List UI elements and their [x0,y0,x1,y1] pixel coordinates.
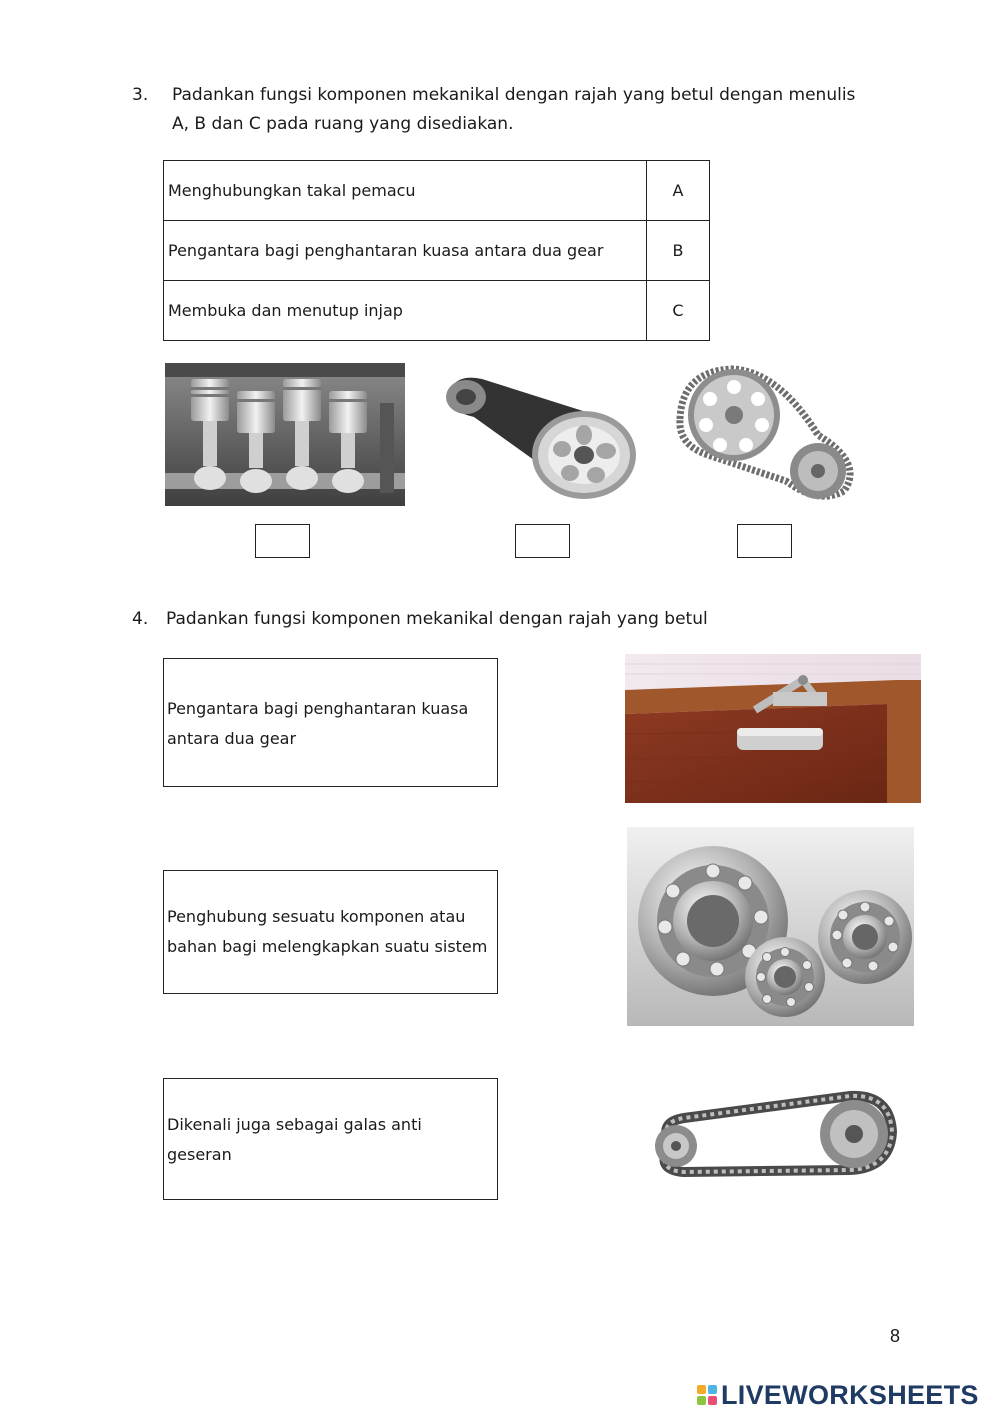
function-letter: B [647,221,710,281]
door-closer-image[interactable] [625,654,921,803]
table-row [164,161,710,221]
function-letter: C [647,281,710,341]
match-box-1-line1: Pengantara bagi penghantaran kuasa [167,699,469,718]
match-box-2[interactable] [163,870,498,994]
match-box-3[interactable] [163,1078,498,1200]
function-text: Menghubungkan takal pemacu [164,161,647,221]
answer-box-crankshaft[interactable] [255,524,310,558]
chain-sprocket-image [668,363,865,505]
belt-pulley-image [434,365,642,505]
table-row [164,221,710,281]
function-text: Membuka dan menutup injap [164,281,647,341]
liveworksheets-logo-text: LIVEWORKSHEETS [721,1379,979,1410]
answer-box-belt[interactable] [515,524,570,558]
function-text: Pengantara bagi penghantaran kuasa antara dua gear [164,221,647,281]
match-box-3-line2: geseran [167,1145,232,1164]
ball-bearing-image[interactable] [627,827,914,1026]
roller-chain-image[interactable] [640,1086,902,1182]
function-table [163,160,710,341]
question-3-instruction-line1: Padankan fungsi komponen mekanikal dengan rajah yang betul dengan menulis [172,85,856,105]
match-box-1-line2: antara dua gear [167,729,297,748]
function-letter: A [647,161,710,221]
match-box-2-line1: Penghubung sesuatu komponen atau [167,907,466,926]
liveworksheets-logo [697,1380,979,1410]
match-box-3-line1: Dikenali juga sebagai galas anti [167,1115,422,1134]
crankshaft-image [165,363,405,506]
liveworksheets-logo-icon [697,1385,717,1405]
match-box-1[interactable] [163,658,498,787]
question-4-instruction: Padankan fungsi komponen mekanikal dengan rajah yang betul [166,609,708,629]
match-box-2-line2: bahan bagi melengkapkan suatu sistem [167,937,488,956]
answer-box-chain[interactable] [737,524,792,558]
question-3-instruction [172,81,872,139]
question-4-number: 4. [132,609,149,629]
page-number: 8 [890,1326,901,1346]
question-3-number: 3. [132,85,149,105]
question-3-instruction-line2: A, B dan C pada ruang yang disediakan. [172,114,514,134]
table-row [164,281,710,341]
